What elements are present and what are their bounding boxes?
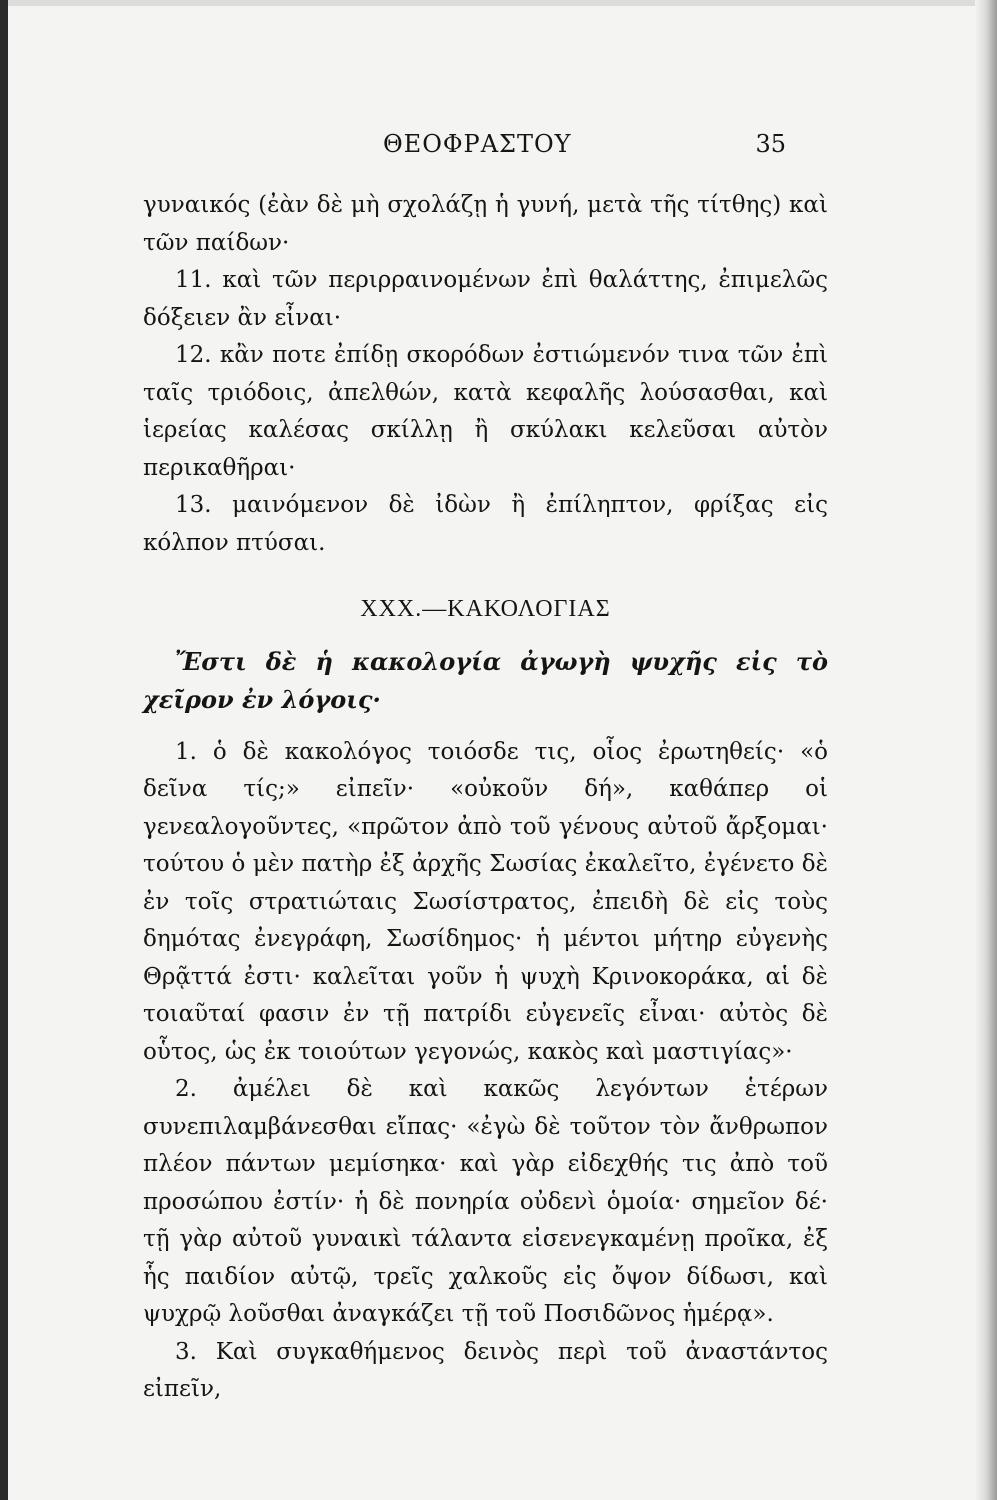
paragraph: 3. Καὶ συγκαθήμενος δεινὸς περὶ τοῦ ἀναστάντος εἰπεῖν, xyxy=(143,1338,828,1402)
paragraph: 1. ὁ δὲ κακολόγος τοιόσδε τις, οἷος ἐρωτηθείς· «ὁ δεῖνα τίς;» εἰπεῖν· «οὐκοῦν δή», καθάπερ οἱ γενεαλογοῦντες, «πρῶτον ἀπὸ τοῦ γένους αὐτοῦ ἄρξομαι· τούτου ὁ μὲν πατὴρ ἐξ ἀρχῆς Σωσίας ἐκαλεῖτο, ἐγένετο δὲ ἐν τοῖς στρατιώταις Σωσίστρατος, ἐπειδὴ δὲ εἰς τοὺς δημότας ἐνεγράφη, Σωσίδημος· ἡ μέντοι μήτηρ εὐγενὴς Θρᾷττά ἐστι· καλεῖται γοῦν ἡ ψυχὴ Κρινοκοράκα, αἱ δὲ τοιαῦταί φασιν ἐν τῇ πατρίδι εὐγενεῖς εἶναι· αὐτὸς δὲ οὗτος, ὡς ἐκ τοιούτων γεγονώς, κακὸς καὶ μαστιγίας»· xyxy=(143,738,828,1065)
page-header xyxy=(143,130,828,166)
section-definition: Ἔστι δὲ ἡ κακολογία ἀγωγὴ ψυχῆς εἰς τὸ χεῖρον ἐν λόγοις· xyxy=(143,646,828,714)
paragraph: 12. κἂν ποτε ἐπίδῃ σκορόδων ἐστιώμενόν τινα τῶν ἐπὶ ταῖς τριόδοις, ἀπελθών, κατὰ κεφαλῆς λούσασθαι, καὶ ἱερείας καλέσας σκίλλῃ ἢ σκύλακι κελεῦσαι αὐτὸν περικαθῆραι· xyxy=(143,342,828,481)
paragraph: 2. ἀμέλει δὲ καὶ κακῶς λεγόντων ἑτέρων συνεπιλαμβάνεσθαι εἴπας· «ἐγὼ δὲ τοῦτον τὸν ἄνθρωπον πλέον πάντων μεμίσηκα· καὶ γὰρ εἰδεχθής τις ἀπὸ τοῦ προσώπου ἐστίν· ἡ δὲ πονηρία οὐδενὶ ὁμοία· σημεῖον δέ· τῇ γὰρ αὐτοῦ γυναικὶ τάλαντα εἰσενεγκαμένῃ προῖκα, ἐξ ἧς παιδίον αὐτῷ, τρεῖς χαλκοῦς εἰς ὄψον δίδωσι, καὶ ψυχρῷ λοῦσθαι ἀναγκάζει τῇ τοῦ Ποσιδῶνος ἡμέρᾳ». xyxy=(143,1076,828,1327)
section-title: XXX.—ΚΑΚΟΛΟΓΙΑΣ xyxy=(360,596,611,622)
paragraph: 13. μαινόμενον δὲ ἰδὼν ἢ ἐπίληπτον, φρίξας εἰς κόλπον πτύσαι. xyxy=(143,492,828,556)
paragraph: 11. καὶ τῶν περιρραινομένων ἐπὶ θαλάττης, ἐπιμελῶς δόξειεν ἂν εἶναι· xyxy=(143,267,828,331)
page-number: 35 xyxy=(755,130,786,158)
page-top-edge xyxy=(8,0,997,6)
body-text xyxy=(143,187,828,1409)
page-right-edge xyxy=(975,0,997,1500)
running-title: ΘΕΟΦΡΑΣΤΟΥ xyxy=(383,130,572,158)
paragraph: γυναικός (ἐὰν δὲ μὴ σχολάζῃ ἡ γυνή, μετὰ τῆς τίτθης) καὶ τῶν παίδων· xyxy=(143,192,828,256)
